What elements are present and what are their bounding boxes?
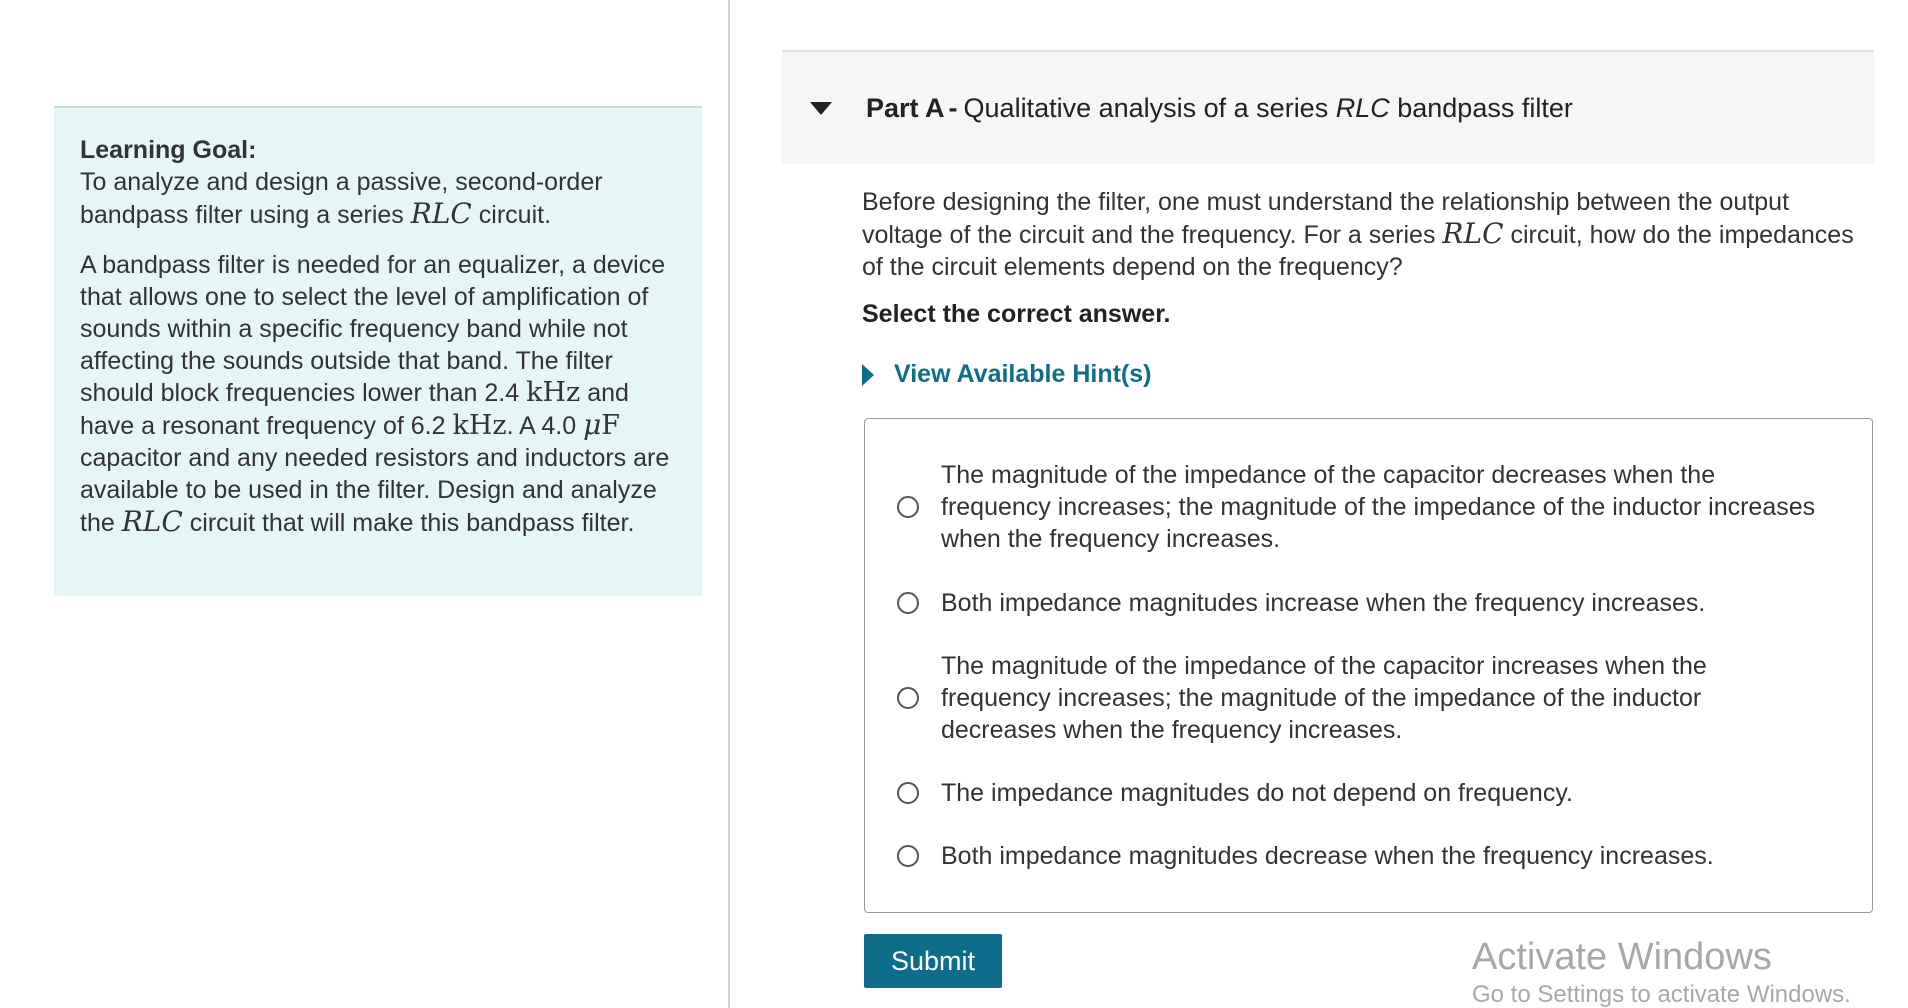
hint-label[interactable]: View Available Hint(s) xyxy=(894,360,1152,388)
option-text[interactable]: Both impedance magnitudes decrease when the frequency increases. xyxy=(941,842,1714,870)
math-farad: F xyxy=(601,410,621,441)
answer-option[interactable] xyxy=(897,650,1821,746)
part-a-header[interactable] xyxy=(782,50,1874,164)
radio-button[interactable] xyxy=(897,496,919,518)
learning-goal-text: To analyze and design a passive, second-order bandpass filter using a series RLC circuit. xyxy=(80,168,603,230)
instruction-text: Select the correct answer. xyxy=(862,300,1171,328)
submit-button[interactable]: Submit xyxy=(864,934,1002,988)
part-title: Qualitative analysis of a series RLC bandpass filter xyxy=(963,92,1573,123)
learning-goal-description: A bandpass filter is needed for an equalizer, a device that allows one to select the level of amplification of sounds within a specific frequency band while not affecting the sounds outside that band. The filter should block frequencies lower than 2.4 kHz and have a resonant frequency of 6.2 kHz. A 4.0 μF capacitor and any needed resistors and inductors are available to be used in the filter. Design and analyze the RLC circuit that will make this bandpass filter. xyxy=(80,251,670,538)
answer-options xyxy=(864,418,1873,913)
radio-button[interactable] xyxy=(897,592,919,614)
question-text: Before designing the filter, one must understand the relationship between the output voltage of the circuit and the frequency. For a series RLC circuit, how do the impedances of the circuit elements depend on the frequency? xyxy=(862,188,1854,281)
learning-goal-title: Learning Goal: xyxy=(80,136,257,164)
option-text[interactable]: The magnitude of the impedance of the capacitor increases when the frequency increases; the magnitude of the impedance of the inductor decreases when the frequency increases. xyxy=(941,652,1707,744)
math-khz: kHz xyxy=(526,377,581,408)
answer-option[interactable] xyxy=(897,459,1821,555)
option-text[interactable]: The impedance magnitudes do not depend on frequency. xyxy=(941,779,1573,807)
answer-option[interactable] xyxy=(897,777,1821,809)
watermark-title: Activate Windows xyxy=(1472,936,1772,978)
radio-button[interactable] xyxy=(897,782,919,804)
math-rlc: RLC xyxy=(410,197,472,230)
learning-goal-panel xyxy=(54,106,702,596)
math-rlc: RLC xyxy=(1442,217,1504,250)
expand-caret-icon xyxy=(862,364,874,386)
answer-option[interactable] xyxy=(897,840,1821,872)
option-text[interactable]: Both impedance magnitudes increase when the frequency increases. xyxy=(941,589,1706,617)
math-khz: kHz xyxy=(452,410,507,441)
answer-option[interactable] xyxy=(897,587,1821,619)
view-hints-toggle[interactable] xyxy=(862,360,1151,389)
radio-button[interactable] xyxy=(897,845,919,867)
radio-button[interactable] xyxy=(897,687,919,709)
windows-activation-watermark xyxy=(1472,934,1851,1008)
math-mu: μ xyxy=(583,408,602,441)
watermark-subtitle: Go to Settings to activate Windows. xyxy=(1472,981,1851,1008)
option-text[interactable]: The magnitude of the impedance of the capacitor decreases when the frequency increases; the magnitude of the impedance of the inductor increases when the frequency increases. xyxy=(941,461,1816,553)
collapse-caret-icon[interactable] xyxy=(810,102,832,115)
part-separator: - xyxy=(948,92,958,123)
panel-divider[interactable] xyxy=(728,0,730,1008)
math-rlc: RLC xyxy=(121,505,183,538)
part-label: Part A xyxy=(866,92,945,123)
